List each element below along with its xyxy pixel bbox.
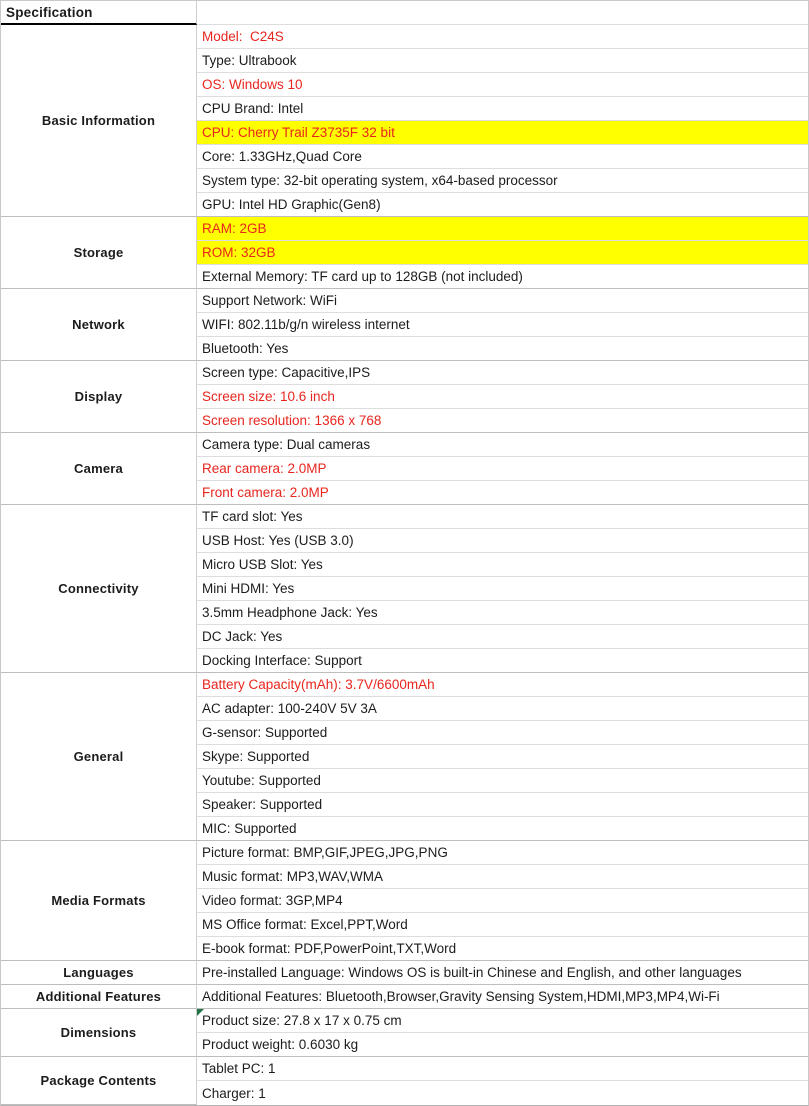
spec-value bbox=[197, 1081, 808, 1105]
spec-value bbox=[197, 265, 808, 289]
spec-value-text: GPU: Intel HD Graphic(Gen8) bbox=[202, 197, 381, 212]
spec-value-text: Docking Interface: Support bbox=[202, 653, 362, 668]
spec-value bbox=[197, 145, 808, 169]
spec-value bbox=[197, 577, 808, 601]
spec-value-text: TF card slot: Yes bbox=[202, 509, 303, 524]
section-label-dimensions: Dimensions bbox=[1, 1009, 197, 1057]
spec-value-text: External Memory: TF card up to 128GB (not included) bbox=[202, 269, 523, 284]
spec-value-text: Screen resolution: 1366 x 768 bbox=[202, 413, 382, 428]
spec-value bbox=[197, 937, 808, 961]
spec-value-text: Pre-installed Language: Windows OS is built-in Chinese and English, and other languages bbox=[202, 965, 742, 980]
spec-value-text: Model: C24S bbox=[202, 29, 284, 44]
section-label-camera: Camera bbox=[1, 433, 197, 505]
spec-value-text: Micro USB Slot: Yes bbox=[202, 557, 323, 572]
section-label-storage: Storage bbox=[1, 217, 197, 289]
section-label-package-contents: Package Contents bbox=[1, 1057, 197, 1105]
spec-value bbox=[197, 481, 808, 505]
spec-value bbox=[197, 865, 808, 889]
header-specification: Specification bbox=[1, 1, 197, 25]
spec-value-text: MIC: Supported bbox=[202, 821, 297, 836]
spec-value-text: Screen size: 10.6 inch bbox=[202, 389, 335, 404]
spec-value bbox=[197, 25, 808, 49]
spec-value bbox=[197, 697, 808, 721]
spec-value bbox=[197, 841, 808, 865]
spec-value-text: Bluetooth: Yes bbox=[202, 341, 289, 356]
spec-value bbox=[197, 289, 808, 313]
spec-value-text: USB Host: Yes (USB 3.0) bbox=[202, 533, 354, 548]
spec-value-text: AC adapter: 100-240V 5V 3A bbox=[202, 701, 377, 716]
spec-value-text: Picture format: BMP,GIF,JPEG,JPG,PNG bbox=[202, 845, 448, 860]
spec-value-text: Product weight: 0.6030 kg bbox=[202, 1037, 359, 1052]
section-label-general: General bbox=[1, 673, 197, 841]
spec-value-text: MS Office format: Excel,PPT,Word bbox=[202, 917, 408, 932]
spec-value bbox=[197, 505, 808, 529]
spec-value bbox=[197, 97, 808, 121]
spec-value bbox=[197, 49, 808, 73]
spec-value bbox=[197, 1033, 808, 1057]
spec-value-text: Speaker: Supported bbox=[202, 797, 323, 812]
spec-value-text: G-sensor: Supported bbox=[202, 725, 328, 740]
spec-value-text: Video format: 3GP,MP4 bbox=[202, 893, 343, 908]
spec-value bbox=[197, 313, 808, 337]
spec-value bbox=[197, 793, 808, 817]
spec-value-text: E-book format: PDF,PowerPoint,TXT,Word bbox=[202, 941, 457, 956]
spec-value-text: Charger: 1 bbox=[202, 1085, 266, 1101]
spec-value bbox=[197, 193, 808, 217]
spec-value bbox=[197, 121, 808, 145]
spec-value bbox=[197, 361, 808, 385]
spec-value-text: Music format: MP3,WAV,WMA bbox=[202, 869, 384, 884]
spec-value bbox=[197, 649, 808, 673]
section-label-basic-information: Basic Information bbox=[1, 25, 197, 217]
spec-value bbox=[197, 73, 808, 97]
spec-value bbox=[197, 385, 808, 409]
spec-value-text: CPU Brand: Intel bbox=[202, 101, 304, 116]
spec-value-text: Type: Ultrabook bbox=[202, 53, 297, 68]
spec-value bbox=[197, 409, 808, 433]
spec-value bbox=[197, 1057, 808, 1081]
spec-value-text: OS: Windows 10 bbox=[202, 77, 303, 92]
spec-value bbox=[197, 769, 808, 793]
spec-value bbox=[197, 337, 808, 361]
spec-value-text: Mini HDMI: Yes bbox=[202, 581, 295, 596]
spec-value bbox=[197, 913, 808, 937]
spec-value bbox=[197, 1009, 808, 1033]
spec-value bbox=[197, 745, 808, 769]
section-label-additional-features: Additional Features bbox=[1, 985, 197, 1009]
spec-value-text: Rear camera: 2.0MP bbox=[202, 461, 327, 476]
header-empty-cell bbox=[197, 1, 808, 25]
spec-value-text: ROM: 32GB bbox=[202, 245, 276, 260]
section-label-media-formats: Media Formats bbox=[1, 841, 197, 961]
spec-value-text: RAM: 2GB bbox=[202, 221, 267, 236]
section-label-languages: Languages bbox=[1, 961, 197, 985]
spec-value-text: Camera type: Dual cameras bbox=[202, 437, 371, 452]
spec-value-text: Product size: 27.8 x 17 x 0.75 cm bbox=[202, 1013, 402, 1028]
spec-value-text: Support Network: WiFi bbox=[202, 293, 338, 308]
spec-value-text: Front camera: 2.0MP bbox=[202, 485, 329, 500]
spec-value-text: Screen type: Capacitive,IPS bbox=[202, 365, 371, 380]
spec-value-text: WIFI: 802.11b/g/n wireless internet bbox=[202, 317, 410, 332]
spec-value bbox=[197, 721, 808, 745]
spec-value bbox=[197, 889, 808, 913]
spec-value-text: Tablet PC: 1 bbox=[202, 1061, 276, 1076]
spec-value bbox=[197, 553, 808, 577]
spec-value-text: 3.5mm Headphone Jack: Yes bbox=[202, 605, 378, 620]
spec-value-text: Youtube: Supported bbox=[202, 773, 321, 788]
spec-value bbox=[197, 433, 808, 457]
spec-value bbox=[197, 169, 808, 193]
section-label-display: Display bbox=[1, 361, 197, 433]
spec-value bbox=[197, 601, 808, 625]
spec-value-text: Skype: Supported bbox=[202, 749, 310, 764]
section-label-connectivity: Connectivity bbox=[1, 505, 197, 673]
section-label-network: Network bbox=[1, 289, 197, 361]
spec-value-text: DC Jack: Yes bbox=[202, 629, 283, 644]
spec-value bbox=[197, 673, 808, 697]
spec-value-text: CPU: Cherry Trail Z3735F 32 bit bbox=[202, 125, 395, 140]
spec-value-text: Additional Features: Bluetooth,Browser,Gravity Sensing System,HDMI,MP3,MP4,Wi-Fi bbox=[202, 989, 720, 1004]
spec-value-text: System type: 32-bit operating system, x64-based processor bbox=[202, 173, 558, 188]
spec-value bbox=[197, 529, 808, 553]
spec-value bbox=[197, 625, 808, 649]
spec-value bbox=[197, 985, 808, 1009]
spec-value bbox=[197, 817, 808, 841]
spec-value bbox=[197, 241, 808, 265]
spec-value-text: Core: 1.33GHz,Quad Core bbox=[202, 149, 362, 164]
spec-value-text: Battery Capacity(mAh): 3.7V/6600mAh bbox=[202, 677, 435, 692]
spec-value bbox=[197, 457, 808, 481]
spec-value bbox=[197, 217, 808, 241]
comment-marker-icon bbox=[197, 1009, 204, 1016]
spec-value bbox=[197, 961, 808, 985]
